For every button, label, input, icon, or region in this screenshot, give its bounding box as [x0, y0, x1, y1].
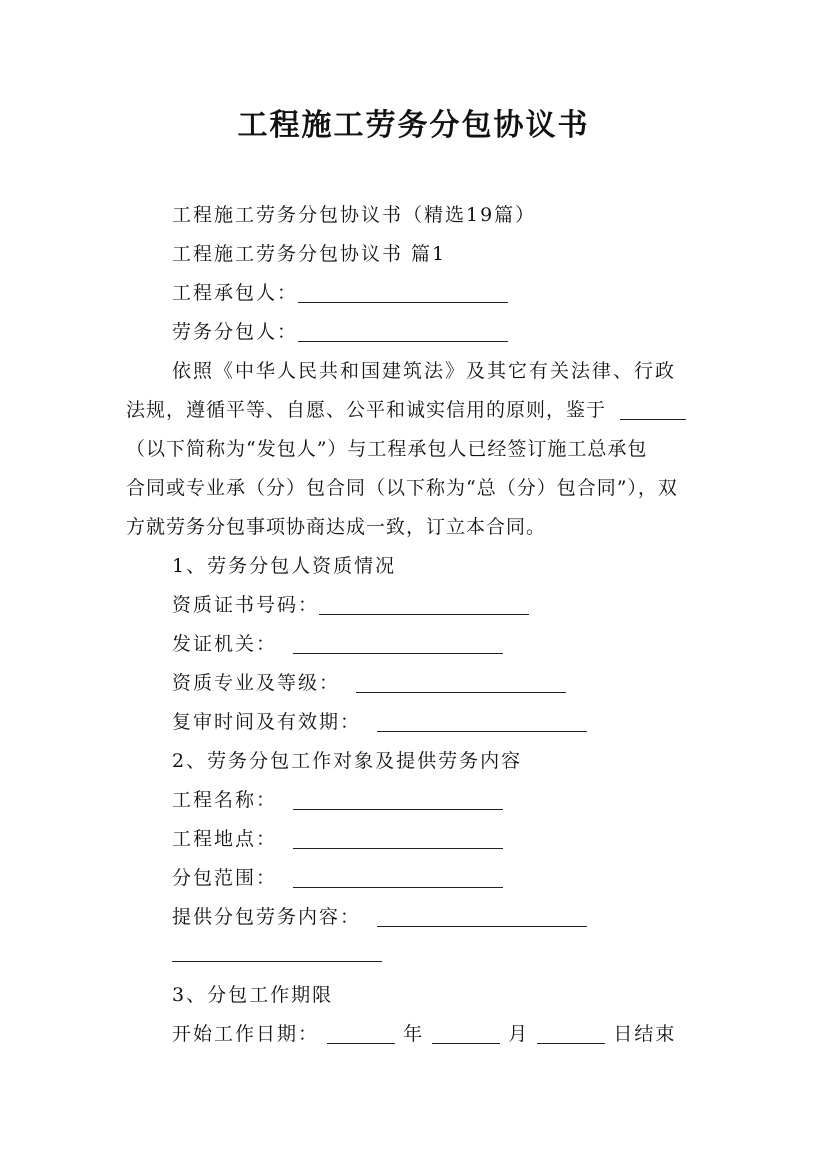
intro-paragraph-line-4: 合同或专业承（分）包合同（以下称为“总（分）包合同”），双 — [126, 477, 678, 499]
start-date-field — [172, 1019, 676, 1046]
specialty-field — [172, 668, 566, 695]
specialty-blank — [356, 673, 566, 693]
issuer-field — [172, 629, 503, 656]
cert-number-label: 资质证书号码： — [172, 594, 320, 616]
section-2-heading: 2、劳务分包工作对象及提供劳务内容 — [172, 750, 523, 772]
labor-content-continuation — [172, 941, 382, 963]
intro-paragraph-line-2 — [126, 395, 686, 422]
document-subtitle: 工程施工劳务分包协议书（精选19篇） — [172, 204, 537, 226]
day-end-label: 日结束 — [613, 1023, 677, 1045]
scope-field — [172, 863, 503, 890]
intro-paragraph-line-5: 方就劳务分包事项协商达成一致，订立本合同。 — [126, 516, 547, 538]
month-label: 月 — [508, 1023, 530, 1045]
cert-number-field — [172, 590, 529, 617]
section-1-heading: 1、劳务分包人资质情况 — [172, 555, 397, 577]
review-label: 复审时间及有效期： — [172, 711, 362, 733]
intro-line-2-text: 法规，遵循平等、自愿、公平和诚实信用的原则，鉴于 — [126, 399, 607, 421]
project-site-label: 工程地点： — [172, 828, 278, 850]
specialty-label: 资质专业及等级： — [172, 672, 341, 694]
year-label: 年 — [403, 1023, 425, 1045]
project-name-label: 工程名称： — [172, 789, 278, 811]
scope-label: 分包范围： — [172, 867, 278, 889]
review-field — [172, 707, 587, 734]
start-date-label: 开始工作日期： — [172, 1023, 320, 1045]
labor-content-blank-2 — [172, 942, 382, 962]
issuer-label: 发证机关： — [172, 633, 278, 655]
project-site-field — [172, 824, 503, 851]
contractor-blank — [298, 283, 508, 303]
contractor-label: 工程承包人： — [172, 282, 299, 304]
employer-blank — [620, 400, 686, 420]
labor-subcontractor-field — [172, 317, 508, 344]
section-3-heading: 3、分包工作期限 — [172, 984, 334, 1006]
labor-subcontractor-blank — [298, 322, 508, 342]
contractor-field — [172, 278, 508, 305]
start-year-blank — [327, 1024, 395, 1044]
project-name-blank — [293, 790, 503, 810]
issuer-blank — [293, 634, 503, 654]
chapter-heading: 工程施工劳务分包协议书 篇1 — [172, 243, 447, 265]
review-blank — [377, 712, 587, 732]
scope-blank — [293, 868, 503, 888]
start-month-blank — [432, 1024, 500, 1044]
document-title: 工程施工劳务分包协议书 — [237, 108, 590, 143]
labor-content-label: 提供分包劳务内容： — [172, 906, 362, 928]
labor-content-field — [172, 902, 587, 929]
start-day-blank — [537, 1024, 605, 1044]
labor-content-blank — [377, 907, 587, 927]
project-site-blank — [293, 829, 503, 849]
project-name-field — [172, 785, 503, 812]
labor-subcontractor-label: 劳务分包人： — [172, 321, 299, 343]
intro-paragraph-line-1: 依照《中华人民共和国建筑法》及其它有关法律、行政 — [172, 360, 677, 382]
intro-paragraph-line-3: （以下简称为“发包人”）与工程承包人已经签订施工总承包 — [126, 438, 648, 460]
cert-number-blank — [319, 595, 529, 615]
